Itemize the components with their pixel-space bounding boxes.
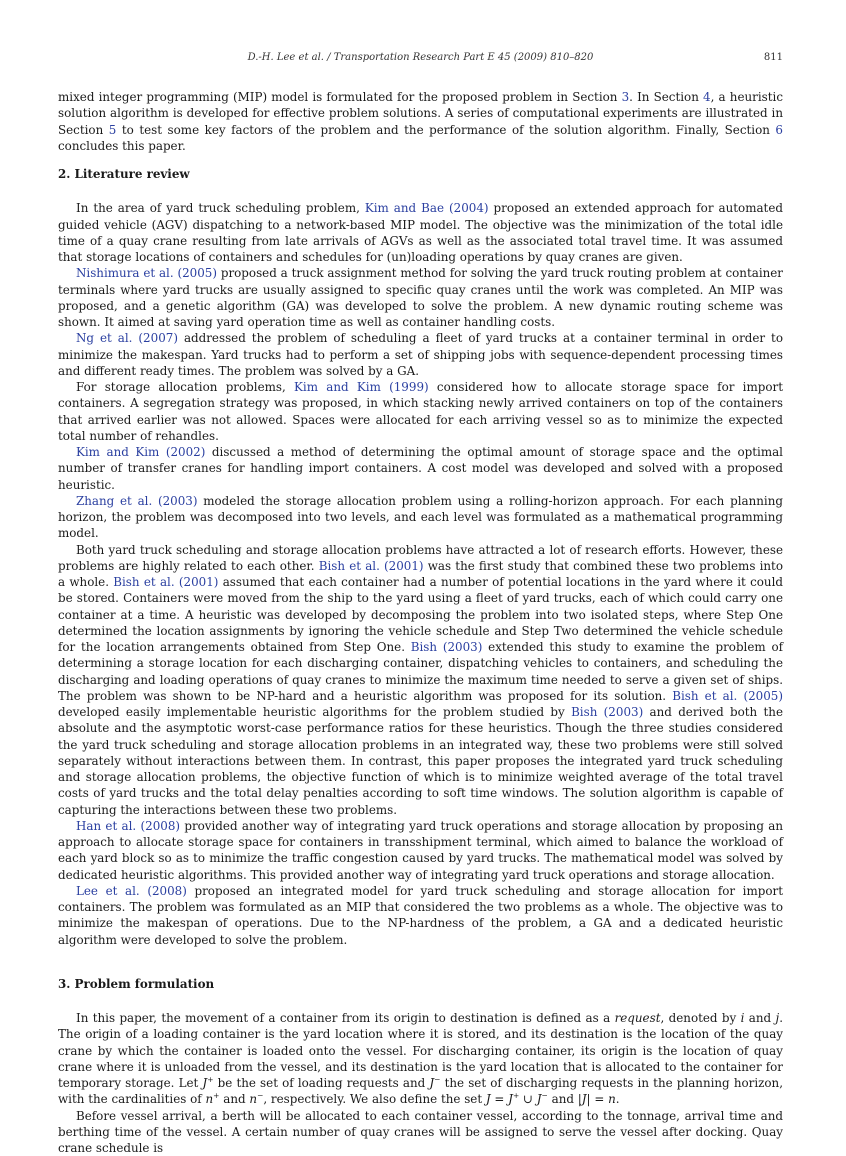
math: n− [249,1092,263,1106]
paragraph: Han et al. (2008) provided another way of integrating yard truck operations and storage allocation by proposing an approach to allocate storage space for containers in transshipment terminal, which aimed to balance the workload of each yard block so as to minimize the traffic congestion caused by yard trucks. The mathematical model was solved by dedicated heuristic algorithms. This provided another way of integrating yard truck operations and storage allocation. [58,818,783,883]
paragraph: Nishimura et al. (2005) proposed a truck assignment method for solving the yard truck routing problem at container terminals where yard trucks are usually assigned to specific quay cranes until the work was completed. An MIP was proposed, and a genetic algorithm (GA) was developed to solve the problem. A new dynamic routing scheme was shown. It aimed at saving yard operation time as well as container handling costs. [58,265,783,330]
citation-link[interactable]: Han et al. (2008) [76,819,180,833]
paragraph: Kim and Kim (2002) discussed a method of determining the optimal amount of storage space and the optimal number of transfer cranes for handling import containers. A cost model was developed and solved with a proposed heuristic. [58,444,783,493]
section-link[interactable]: 5 [109,123,117,137]
running-header [58,50,783,68]
paragraph: In this paper, the movement of a container from its origin to destination is defined as a request, denoted by i and j. The origin of a loading container is the yard location where it is stored, and its destination is the location of the quay crane by which the container is loaded onto the vessel. For discharging container, its origin is the location of quay crane where it is unloaded from the vessel, and its destination is the yard location that is allocated to the container for temporary storage. Let J+ be the set of loading requests and J− the set of discharging requests in the planning horizon, with the cardinalities of n+ and n−, respectively. We also define the set J = J+ ∪ J− and |J| = n. [58,1010,783,1108]
math: n+ [206,1092,220,1106]
paragraph: For storage allocation problems, Kim and Kim (1999) considered how to allocate storage space for import containers. A segregation strategy was proposed, in which stacking newly arrived containers on top of the containers that arrived earlier was not allowed. Spaces were allocated for each arriving vessel so as to minimize the expected total number of rehandles. [58,379,783,444]
paragraph: Zhang et al. (2003) modeled the storage allocation problem using a rolling-horizon approach. For each planning horizon, the problem was decomposed into two levels, and each level was formulated as a mathematical programming model. [58,493,783,542]
citation-link[interactable]: Nishimura et al. (2005) [76,266,217,280]
math: J+ [202,1076,213,1090]
citation-link[interactable]: Zhang et al. (2003) [76,494,198,508]
citation-link[interactable]: Lee et al. (2008) [76,884,187,898]
paragraph: In the area of yard truck scheduling problem, Kim and Bae (2004) proposed an extended approach for automated guided vehicle (AGV) dispatching to a network-based MIP model. The objective was the minimization of the total idle time of a quay crane resulting from late arrivals of AGVs as well as the associated total travel time. It was assumed that storage locations of containers and schedules for (un)loading operations by quay cranes are given. [58,200,783,265]
paper-page [58,50,783,1156]
citation-link[interactable]: Kim and Kim (1999) [294,380,429,394]
citation-link[interactable]: Bish et al. (2001) [319,559,424,573]
citation-link[interactable]: Bish (2003) [571,705,643,719]
citation-link[interactable]: Bish (2003) [411,640,483,654]
section-heading: 2. Literature review [58,166,783,182]
section-link[interactable]: 3 [622,90,630,104]
math: J = J+ ∪ J− [486,1092,548,1106]
section-heading: 3. Problem formulation [58,976,783,992]
section-link[interactable]: 4 [703,90,711,104]
citation-link[interactable]: Ng et al. (2007) [76,331,178,345]
paragraph: Both yard truck scheduling and storage allocation problems have attracted a lot of research efforts. However, these problems are highly related to each other. Bish et al. (2001) was the first study that combined these two problems into a whole. Bish et al. (2001) assumed that each container had a number of potential locations in the yard where it could be stored. Containers were moved from the ship to the yard using a fleet of yard trucks, each of which could carry one container at a time. A heuristic was developed by decomposing the problem into two isolated steps, where Step One determined the location assignments by ignoring the vehicle schedule and Step Two determined the vehicle schedule for the location arrangements obtained from Step One. Bish (2003) extended this study to examine the problem of determining a storage location for each discharging container, dispatching vehicles to containers, and scheduling the discharging and loading operations of quay cranes to minimize the maximum time needed to serve a given set of ships. The problem was shown to be NP-hard and a heuristic algorithm was proposed for its solution. Bish et al. (2005) developed easily implementable heuristic algorithms for the problem studied by Bish (2003) and derived both the absolute and the asymptotic worst-case performance ratios for these heuristics. Though the three studies considered the yard truck scheduling and storage allocation problems in an integrated way, these two problems were still solved separately without interactions between them. In contrast, this paper proposes the integrated yard truck scheduling and storage allocation problems, the objective function of which is to minimize weighted average of the total travel costs of yard trucks and the total delay penalties according to soft time windows. The solution algorithm is capable of capturing the interactions between these two problems. [58,542,783,818]
section-link[interactable]: 6 [775,123,783,137]
math: J− [429,1076,440,1090]
intro-paragraph: mixed integer programming (MIP) model is formulated for the proposed problem in Section 3. In Section 4, a heuristic solution algorithm is developed for effective problem solutions. A series of computational experiments are illustrated in Section 5 to test some key factors of the problem and the performance of the solution algorithm. Finally, Section 6 concludes this paper. [58,89,783,154]
paragraph: Lee et al. (2008) proposed an integrated model for yard truck scheduling and storage allocation for import containers. The problem was formulated as an MIP that considered the two problems as a whole. The objective was to minimize the makespan of operations. Due to the NP-hardness of the problem, a GA and a dedicated heuristic algorithm were developed to solve the problem. [58,883,783,948]
running-head-text: D.-H. Lee et al. / Transportation Research Part E 45 (2009) 810–820 [58,50,783,66]
citation-link[interactable]: Kim and Bae (2004) [365,201,489,215]
citation-link[interactable]: Bish et al. (2001) [113,575,218,589]
paragraph: Before vessel arrival, a berth will be allocated to each container vessel, according to the tonnage, arrival time and berthing time of the vessel. A certain number of quay cranes will be assigned to serve the vessel after docking. Quay crane schedule is [58,1108,783,1156]
citation-link[interactable]: Kim and Kim (2002) [76,445,205,459]
paragraph: Ng et al. (2007) addressed the problem of scheduling a fleet of yard trucks at a container terminal in order to minimize the makespan. Yard trucks had to perform a set of shipping jobs with sequence-dependent processing times and different ready times. The problem was solved by a GA. [58,330,783,379]
citation-link[interactable]: Bish et al. (2005) [672,689,783,703]
page-number: 811 [764,50,783,66]
math: |J| = n [578,1092,616,1106]
